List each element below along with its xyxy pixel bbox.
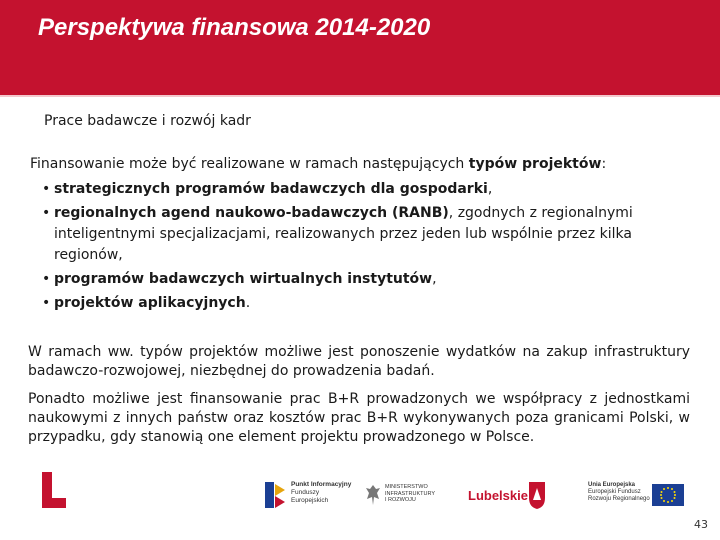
intro-end: : bbox=[601, 156, 607, 172]
slide-title: Perspektywa finansowa 2014-2020 bbox=[38, 14, 431, 41]
header-divider bbox=[0, 95, 720, 97]
list-item-bold: programów badawczych wirtualnych instytutów bbox=[54, 271, 433, 287]
eu-label: Unia Europejska bbox=[588, 482, 636, 488]
bullet-icon: • bbox=[42, 181, 51, 197]
bullet-icon: • bbox=[42, 295, 51, 311]
lubelskie-logo bbox=[468, 478, 558, 516]
header-bar bbox=[0, 0, 720, 95]
lubelskie-wordmark: Lubelskie bbox=[468, 488, 528, 503]
eagle-emblem-icon bbox=[365, 482, 381, 508]
list-item bbox=[42, 269, 682, 290]
list-item-rest: , zgodnych z regionalnymi inteligentnymi specjalizacjami, realizowanych przez jeden lub wspólnie przez kilka regionów, bbox=[54, 205, 633, 263]
eu-logo bbox=[588, 478, 698, 516]
eu-sub-label: Europejski Fundusz Rozwoju Regionalnego bbox=[588, 489, 650, 502]
page-number: 43 bbox=[694, 518, 708, 531]
punkt-label: Punkt Informacyjny bbox=[291, 481, 352, 488]
list-item-rest: , bbox=[432, 271, 437, 287]
intro-paragraph bbox=[30, 155, 700, 174]
list-item bbox=[42, 203, 682, 266]
ministry-line-3: I ROZWOJU bbox=[385, 497, 416, 503]
list-item-rest: . bbox=[245, 295, 251, 311]
lubelskie-crest-icon bbox=[528, 480, 546, 510]
list-item-rest: , bbox=[487, 181, 493, 197]
section-subtitle: Prace badawcze i rozwój kadr bbox=[44, 113, 251, 129]
fe-logo-icon bbox=[265, 482, 285, 508]
punkt-informacyjny-logo bbox=[265, 478, 355, 516]
project-types-list bbox=[42, 179, 682, 317]
intro-text: Finansowanie może być realizowane w ramach następujących bbox=[30, 156, 469, 172]
list-item bbox=[42, 293, 682, 314]
intro-bold: typów projektów bbox=[468, 156, 602, 172]
infrastructure-paragraph: W ramach ww. typów projektów możliwe jest ponoszenie wydatków na zakup infrastruktury badawczo-rozwojowej, niezbędnej do prowadzenia badań. bbox=[28, 344, 690, 379]
lublin-l-logo bbox=[38, 470, 68, 510]
bullet-icon: • bbox=[42, 205, 51, 221]
punkt-sub-label: Funduszy Europejskich bbox=[291, 489, 329, 504]
eu-flag-icon bbox=[652, 484, 684, 506]
list-item bbox=[42, 179, 682, 200]
ministry-line-2: INFRASTRUKTURY bbox=[385, 490, 436, 497]
list-item-bold: projektów aplikacyjnych bbox=[54, 295, 246, 311]
ministry-logo bbox=[365, 478, 450, 516]
ministry-line-1: MINISTERSTWO bbox=[385, 484, 428, 490]
list-item-bold: regionalnych agend naukowo-badawczych (RANB) bbox=[54, 205, 449, 221]
cooperation-paragraph: Ponadto możliwe jest finansowanie prac B+R prowadzonych we współpracy z jednostkami naukowymi z innych państw oraz kosztów prac B+R wykonywanych poza granicami Polski, w przypadku, gdy stanowią one element projektu prowadzonego w Polsce. bbox=[28, 391, 690, 445]
list-item-bold: strategicznych programów badawczych dla gospodarki bbox=[54, 181, 488, 197]
bullet-icon: • bbox=[42, 271, 51, 287]
